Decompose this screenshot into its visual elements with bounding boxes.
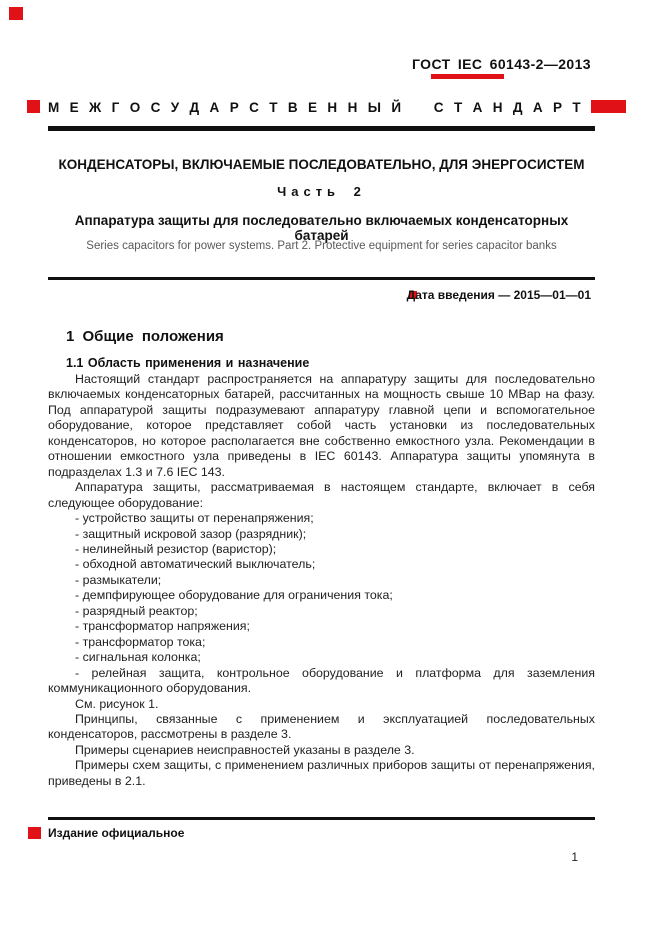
paragraph: Примеры сценариев неисправностей указаны в разделе 3. [75, 742, 415, 757]
paragraph: Настоящий стандарт распространяется на аппаратуру защиты для последовательно включаемых конденсаторных батарей, рассчитанных на мощность свыше 10 МВар на фазу. Под аппаратурой защиты подразумевают аппаратуру главной цепи и вспомогательное оборудование, которое представляет собой часть установки из последовательных конденсаторов, но которое располагается вне собственно емкостного узла. Рекомендации в отношении емкостного узла приведены в IEC 60143. Аппаратура защиты упомянута в подразделах 1.3 и 7.6 IEC 143. [48, 372, 595, 479]
interstate-standard-label: М Е Ж Г О С У Д А Р С Т В Е Н Н Ы Й С Т А Н Д А Р Т [48, 100, 581, 115]
list-item: - устройство защиты от перенапряжения; [75, 511, 314, 526]
list-item: - разрядный реактор; [75, 603, 198, 618]
effective-date: Дата введения — 2015—01—01 [406, 288, 591, 302]
list-item: - нелинейный резистор (варистор); [75, 541, 277, 556]
standard-title: КОНДЕНСАТОРЫ, ВКЛЮЧАЕМЫЕ ПОСЛЕДОВАТЕЛЬНО, ДЛЯ ЭНЕРГОСИСТЕМ [58, 157, 585, 172]
list-item: - защитный искровой зазор (разрядник); [75, 526, 307, 541]
red-annotation-marker-left [27, 100, 40, 113]
footer-rule [48, 817, 595, 820]
part-label: Часть 2 [277, 184, 366, 199]
red-annotation-underline-doc-code [431, 74, 504, 79]
doc-code: ГОСТ IEC 60143-2—2013 [412, 56, 591, 72]
list-item: - обходной автоматический выключатель; [75, 557, 316, 572]
section-heading: 1 Общие положения [66, 328, 224, 345]
title-rule [48, 277, 595, 280]
red-annotation-marker-top-left [9, 7, 23, 20]
list-item: - релейная защита, контрольное оборудование и платформа для заземления коммуникационного оборудования. [48, 665, 595, 696]
standard-subtitle-en: Series capacitors for power systems. Part 2. Protective equipment for series capacitor banks [86, 240, 557, 252]
list-item: - демпфирующее оборудование для ограничения тока; [75, 588, 393, 603]
subsection-heading: 1.1 Область применения и назначение [66, 356, 310, 370]
list-item: - трансформатор тока; [75, 634, 206, 649]
list-item: - трансформатор напряжения; [75, 619, 250, 634]
red-annotation-marker-right [591, 100, 626, 113]
list-item: - размыкатели; [75, 572, 162, 587]
red-annotation-marker-footer [28, 827, 41, 839]
paragraph: Принципы, связанные с применением и эксплуатацией последовательных конденсаторов, рассмотрены в разделе 3. [48, 711, 595, 742]
header-rule [48, 126, 595, 131]
page-number: 1 [571, 850, 578, 864]
standard-subtitle-ru: Аппаратура защиты для последовательно включаемых конденсаторных батарей [74, 213, 569, 243]
list-item: - сигнальная колонка; [75, 650, 201, 665]
paragraph: См. рисунок 1. [75, 696, 159, 711]
paragraph: Аппаратура защиты, рассматриваемая в настоящем стандарте, включает в себя следующее оборудование: [48, 480, 595, 510]
paragraph: Примеры схем защиты, с применением различных приборов защиты от перенапряжения, приведены в 2.1. [48, 758, 595, 788]
official-edition-label: Издание официальное [48, 826, 185, 840]
body-paragraphs [48, 372, 595, 789]
